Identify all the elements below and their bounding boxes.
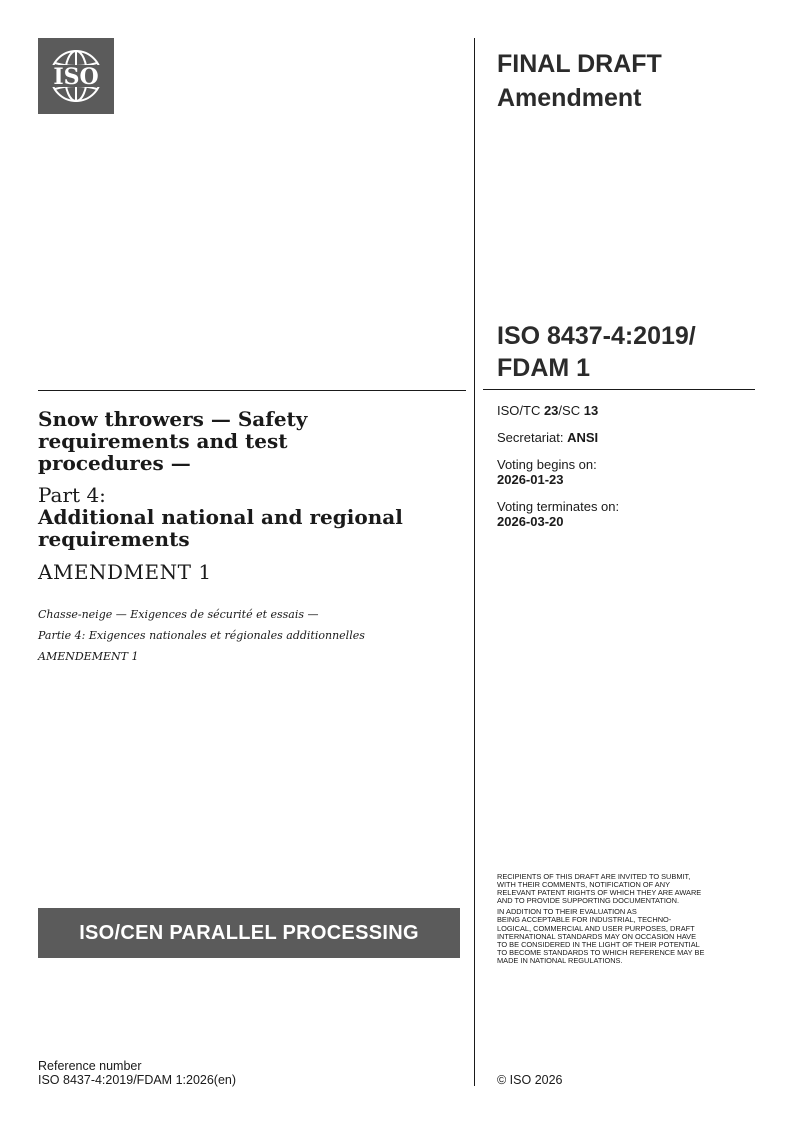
secretariat-label: Secretariat: [497, 430, 568, 445]
title-block [38, 408, 463, 667]
committee-sc-label: /SC [558, 403, 584, 418]
document-number-line1: ISO 8437-4:2019/ [497, 322, 696, 350]
voting-begins [497, 457, 767, 487]
parallel-processing-banner [38, 908, 460, 958]
notice-p2-line3: LOGICAL, COMMERCIAL AND USER PURPOSES, DRAFT [497, 923, 695, 933]
secretariat-value: ANSI [567, 430, 599, 445]
notice-p2-line5: TO BE CONSIDERED IN THE LIGHT OF THEIR POTENTIAL [497, 939, 700, 949]
part-title [38, 506, 463, 550]
amendment-label: AMENDMENT 1 [38, 560, 212, 584]
main-title [38, 408, 463, 474]
left-horizontal-divider [38, 390, 466, 391]
french-title-line1: Chasse-neige — Exigences de sécurité et essais — [38, 608, 319, 621]
draft-type-heading [497, 47, 767, 115]
voting-begins-date: 2026-01-23 [497, 472, 564, 487]
voting-begins-label: Voting begins on: [497, 457, 597, 472]
iso-logo-text: ISO [53, 64, 99, 90]
notice-p1-line2: WITH THEIR COMMENTS, NOTIFICATION OF ANY [497, 880, 670, 890]
copyright: © ISO 2026 [497, 1073, 563, 1087]
iso-logo [38, 38, 114, 114]
french-title-line3: AMENDEMENT 1 [38, 650, 139, 663]
document-number [497, 320, 767, 384]
draft-type-line2: Amendment [497, 84, 642, 112]
french-title [38, 604, 463, 667]
notice-p1-line3: RELEVANT PATENT RIGHTS OF WHICH THEY ARE AWARE [497, 888, 702, 898]
iso-globe-icon [38, 38, 114, 114]
draft-type-line1: FINAL DRAFT [497, 50, 662, 78]
reference-number-label: Reference number [38, 1059, 142, 1073]
reference-number [38, 1059, 458, 1087]
voting-terminates-label: Voting terminates on: [497, 499, 620, 514]
notice-p2-line2: BEING ACCEPTABLE FOR INDUSTRIAL, TECHNO- [497, 915, 672, 925]
reference-number-value: ISO 8437-4:2019/FDAM 1:2026(en) [38, 1073, 237, 1087]
notice-p2-line1: IN ADDITION TO THEIR EVALUATION AS [497, 907, 637, 917]
notice-p2-line6: TO BECOME STANDARDS TO WHICH REFERENCE MAY BE [497, 947, 705, 957]
notice-p2-line4: INTERNATIONAL STANDARDS MAY ON OCCASION HAVE [497, 931, 697, 941]
committee-sc: 13 [583, 403, 599, 418]
part-title-line2: requirements [38, 527, 190, 551]
french-title-line2: Partie 4: Exigences nationales et régionales additionnelles [38, 629, 365, 642]
committee-line [497, 403, 767, 418]
voting-terminates [497, 499, 767, 529]
voting-terminates-date: 2026-03-20 [497, 514, 564, 529]
document-metadata [497, 403, 767, 541]
main-title-line2: requirements and test [38, 429, 288, 453]
main-title-line1: Snow throwers — Safety [38, 407, 308, 431]
document-number-line2: FDAM 1 [497, 354, 591, 382]
notice-paragraph-2 [497, 908, 762, 965]
notice-paragraph-1 [497, 873, 762, 905]
notice-p1-line4: AND TO PROVIDE SUPPORTING DOCUMENTATION. [497, 896, 680, 906]
part-number: Part 4: [38, 483, 106, 507]
notice-p2-line7: MADE IN NATIONAL REGULATIONS. [497, 955, 623, 965]
secretariat-line [497, 430, 767, 445]
recipients-notice [497, 873, 762, 968]
vertical-divider [474, 38, 475, 1086]
main-title-line3: procedures — [38, 451, 191, 475]
notice-p1-line1: RECIPIENTS OF THIS DRAFT ARE INVITED TO SUBMIT, [497, 872, 691, 881]
committee-prefix: ISO/TC [497, 403, 544, 418]
banner-text: ISO/CEN PARALLEL PROCESSING [79, 921, 419, 944]
committee-tc: 23 [543, 403, 559, 418]
part-title-line1: Additional national and regional [38, 505, 403, 529]
right-horizontal-divider [483, 389, 755, 390]
